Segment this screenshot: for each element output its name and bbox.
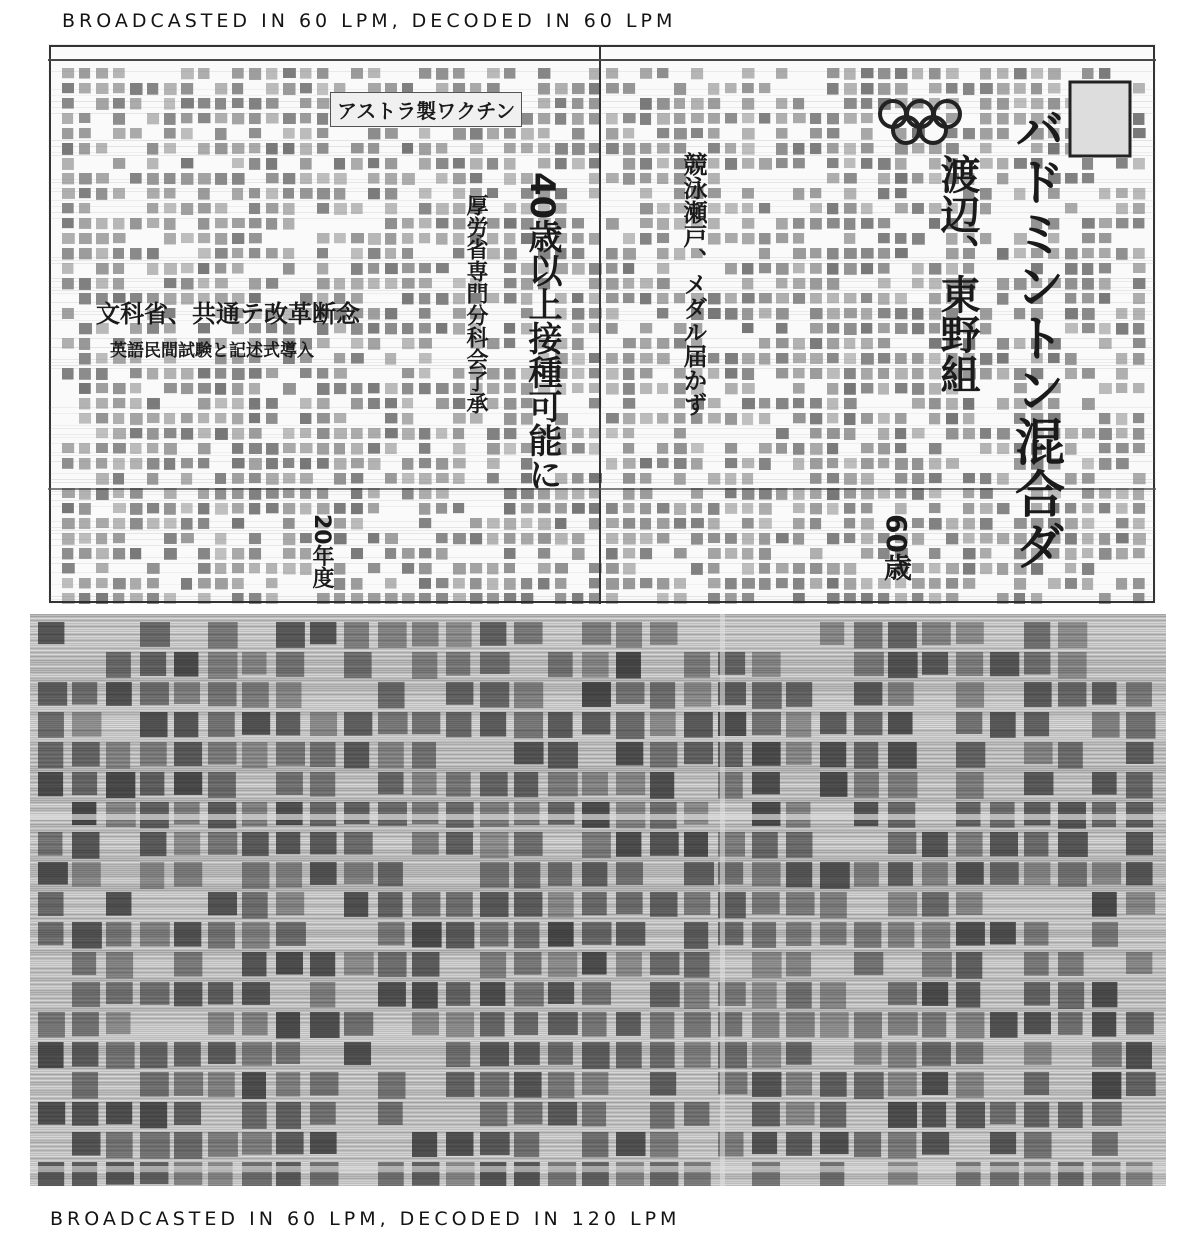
headline-badminton: バドミントン混合ダ xyxy=(1007,104,1065,572)
decoded-image-60lpm xyxy=(48,44,1156,604)
decoded-image-120lpm xyxy=(30,614,1166,1186)
caption-bottom: BROADCASTED IN 60 LPM, DECODED IN 120 LPM xyxy=(50,1208,681,1230)
headline-medal: 競泳瀬戸、メダル届かず xyxy=(679,152,707,416)
headline-monka: 文科省、共通テ改革断念 xyxy=(96,300,360,328)
headline-names: 渡辺、東野組 xyxy=(934,154,980,394)
headline-eigo: 英語民間試験と記述式導入 xyxy=(110,341,314,361)
distorted-scan-texture xyxy=(30,614,1166,1186)
newspaper-logo-icon xyxy=(1070,82,1130,156)
headline-astra: アストラ製ワクチン xyxy=(330,92,522,127)
headline-vaccine-sub: 厚労省専門分科会了承 xyxy=(463,194,488,414)
headline-60: 60歳 xyxy=(880,514,913,581)
headline-vaccine-main: 40歳以上接種可能に xyxy=(522,172,562,492)
headline-20: 20年度 xyxy=(309,514,334,589)
caption-top: BROADCASTED IN 60 LPM, DECODED IN 60 LPM xyxy=(62,10,677,32)
